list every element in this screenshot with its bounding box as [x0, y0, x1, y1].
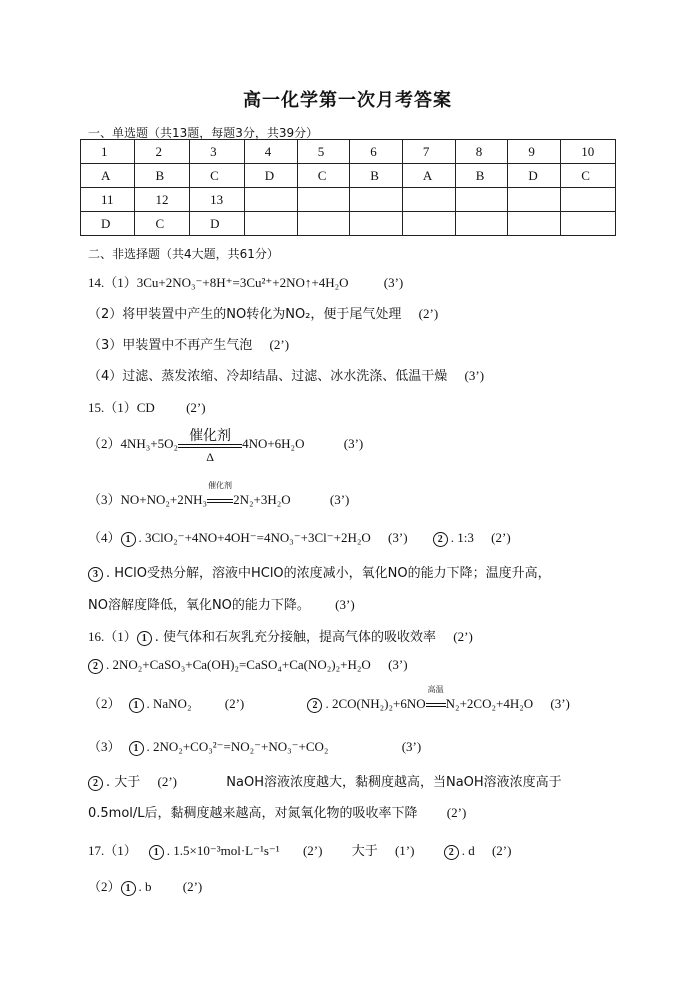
q14-line-1 — [88, 272, 403, 291]
table-cell — [402, 188, 455, 212]
table-cell: 10 — [561, 140, 616, 164]
table-cell: 13 — [190, 188, 245, 212]
q15-line-5 — [88, 562, 551, 582]
q16-equation-left: . 2CO(NH₂)₂+6NO — [325, 696, 426, 711]
equals-line — [178, 444, 242, 445]
catalyst-label: 催化剂 — [189, 428, 232, 444]
circled-number: 1 — [149, 845, 164, 860]
q15-explanation-2: NO溶解度降低，氧化NO的能力下降。 — [88, 598, 310, 613]
q16-equation-right: N₂+2CO₂+4H₂O — [445, 696, 534, 711]
equals-line — [207, 499, 233, 503]
score: (2’) — [224, 696, 245, 711]
high-temp-label: 高温 — [427, 685, 444, 694]
table-cell: D — [81, 212, 135, 236]
table-cell: D — [190, 212, 245, 236]
score: (2’) — [186, 400, 206, 415]
table-cell: 5 — [297, 140, 350, 164]
score: (3’) — [550, 696, 570, 711]
q15-line-6 — [88, 594, 355, 613]
table-cell: 1 — [81, 140, 135, 164]
q17-part-label: （2） — [88, 879, 121, 894]
q17-answer: . b — [138, 879, 152, 894]
q15-equation-left: （3）NO+NO₂+2NH₃ — [88, 492, 208, 507]
score: (2’) — [182, 879, 203, 894]
q15-equation-right: 4NO+6H₂O — [242, 435, 305, 451]
section-1-heading: 一、单选题（共13题，每题3分，共39分） — [88, 126, 319, 140]
table-cell — [297, 212, 350, 236]
q17-answer: . d — [461, 843, 475, 858]
q15-line-1 — [88, 397, 206, 416]
table-cell — [561, 212, 616, 236]
q16-equation: . 2NO₂+CO₃²⁻=NO₂⁻+NO₃⁻+CO₂ — [146, 739, 329, 754]
score: (2’) — [446, 805, 467, 820]
circled-number: 2 — [88, 659, 103, 674]
q17-part-label: 17.（1） — [88, 843, 137, 858]
q14-line-3 — [88, 334, 289, 353]
table-cell — [244, 212, 297, 236]
table-cell: 4 — [244, 140, 297, 164]
score: (3’) — [401, 739, 422, 754]
q15-equation-right: 2N₂+3H₂O — [233, 492, 291, 507]
q14-line-4 — [88, 365, 484, 384]
q15-line-2 — [88, 425, 363, 465]
q16-explanation-1: NaOH溶液浓度越大，黏稠度越高，当NaOH溶液浓度高于 — [226, 775, 562, 790]
table-cell — [350, 212, 403, 236]
score: (2’) — [418, 306, 439, 321]
q15-explanation-1: . HClO受热分解，溶液中HClO的浓度减小，氧化NO的能力下降；温度升高， — [106, 566, 551, 581]
q17-line-2 — [88, 876, 202, 896]
table-cell: 12 — [135, 188, 190, 212]
circled-number: 1 — [137, 631, 152, 646]
heat-symbol: Δ — [206, 450, 214, 464]
q16-line-6 — [88, 802, 466, 821]
table-cell: B — [135, 164, 190, 188]
circled-number: 2 — [88, 776, 103, 791]
score: (2’) — [302, 843, 323, 858]
q15-equation-left: （2）4NH₃+5O₂ — [88, 435, 179, 451]
equals-line — [426, 703, 446, 707]
table-cell — [402, 212, 455, 236]
score: (2’) — [157, 774, 178, 789]
circled-number: 2 — [433, 532, 448, 547]
table-cell: C — [297, 164, 350, 188]
table-cell: B — [350, 164, 403, 188]
table-cell: 3 — [190, 140, 245, 164]
table-cell: C — [135, 212, 190, 236]
q14-answer-3: （3）甲装置中不再产生气泡 — [88, 338, 253, 353]
q16-answer-1: . 使气体和石灰乳充分接触，提高气体的吸收效率 — [154, 630, 437, 645]
circled-number: 1 — [129, 741, 144, 756]
score: (3’) — [464, 368, 485, 383]
q16-answer: . 大于 — [106, 775, 141, 790]
table-cell: 9 — [508, 140, 561, 164]
circled-number: 1 — [129, 698, 144, 713]
q16-line-2 — [88, 657, 408, 674]
q16-part-label: （3） — [88, 739, 121, 754]
table-cell: 7 — [402, 140, 455, 164]
score: (3’) — [388, 530, 408, 545]
q14-line-2 — [88, 303, 438, 322]
q17-line-1 — [88, 840, 511, 860]
table-cell: B — [455, 164, 508, 188]
q16-line-1 — [88, 626, 473, 646]
q16-line-3 — [88, 685, 570, 713]
q16-line-4 — [88, 736, 421, 756]
table-cell — [244, 188, 297, 212]
table-cell — [350, 188, 403, 212]
table-row — [81, 188, 616, 212]
table-cell — [508, 212, 561, 236]
table-row — [81, 212, 616, 236]
score: (2’) — [453, 629, 473, 644]
table-cell — [455, 188, 508, 212]
score: (3’) — [383, 275, 404, 290]
table-cell — [508, 188, 561, 212]
q15-equation: . 3ClO₂⁻+4NO+4OH⁻=4NO₃⁻+3Cl⁻+2H₂O — [138, 530, 371, 545]
table-cell: 2 — [135, 140, 190, 164]
score: (1’) — [394, 843, 415, 858]
table-cell: 8 — [455, 140, 508, 164]
q14-answer-1: 14.（1）3Cu+2NO₃⁻+8H⁺=3Cu²⁺+2NO↑+4H₂O — [88, 275, 349, 290]
score: (3’) — [388, 657, 408, 672]
equals-line — [178, 447, 242, 448]
page-title: 高一化学第一次月考答案 — [243, 90, 452, 111]
table-cell: D — [244, 164, 297, 188]
q16-equation: . 2NO₂+CaSO₃+Ca(OH)₂=CaSO₄+Ca(NO₂)₂+H₂O — [106, 657, 371, 672]
high-temp-condition — [426, 685, 446, 712]
q15-answer-1: 15.（1）CD — [88, 400, 155, 415]
q16-part-label: （2） — [88, 696, 121, 711]
table-cell: A — [402, 164, 455, 188]
table-cell — [455, 212, 508, 236]
table-cell: C — [561, 164, 616, 188]
q15-line-3 — [88, 481, 350, 508]
score: (3’) — [343, 435, 364, 451]
q17-comparison: 大于 — [351, 844, 378, 859]
circled-number: 2 — [444, 845, 459, 860]
q17-rate: . 1.5×10⁻³mol·L⁻¹s⁻¹ — [166, 843, 280, 858]
table-cell — [561, 188, 616, 212]
circled-number: 3 — [88, 567, 103, 582]
q16-line-5 — [88, 771, 562, 791]
circled-number: 1 — [121, 532, 136, 547]
circled-number: 1 — [121, 881, 136, 896]
score: (2’) — [491, 843, 512, 858]
score: (2’) — [269, 337, 290, 352]
q15-ratio: . 1:3 — [450, 530, 474, 545]
table-cell: D — [508, 164, 561, 188]
score: (3’) — [335, 597, 355, 612]
q14-answer-4: （4）过滤、蒸发浓缩、冷却结晶、过滤、冰水洗涤、低温干燥 — [88, 369, 448, 384]
table-cell: C — [190, 164, 245, 188]
q16-answer: . NaNO₂ — [146, 696, 192, 711]
answer-table — [80, 139, 616, 236]
score: (3’) — [329, 492, 350, 507]
table-row — [81, 164, 616, 188]
catalyst-condition — [178, 425, 242, 465]
score: (2’) — [491, 530, 511, 545]
table-cell: 11 — [81, 188, 135, 212]
table-cell: 6 — [350, 140, 403, 164]
table-cell — [297, 188, 350, 212]
section-2-heading: 二、非选择题（共4大题，共61分） — [88, 247, 279, 261]
q15-part-label: （4） — [88, 530, 121, 545]
table-cell: A — [81, 164, 135, 188]
q16-explanation-2: 0.5mol/L后，黏稠度越来越高，对氮氧化物的吸收率下降 — [88, 806, 418, 821]
catalyst-condition — [207, 481, 233, 508]
q16-part-label: 16.（1） — [88, 629, 137, 644]
q15-line-4 — [88, 527, 511, 547]
table-row — [81, 140, 616, 164]
catalyst-label: 催化剂 — [208, 481, 233, 490]
q14-answer-2: （2）将甲装置中产生的NO转化为NO₂，便于尾气处理 — [88, 307, 402, 322]
circled-number: 2 — [307, 698, 322, 713]
